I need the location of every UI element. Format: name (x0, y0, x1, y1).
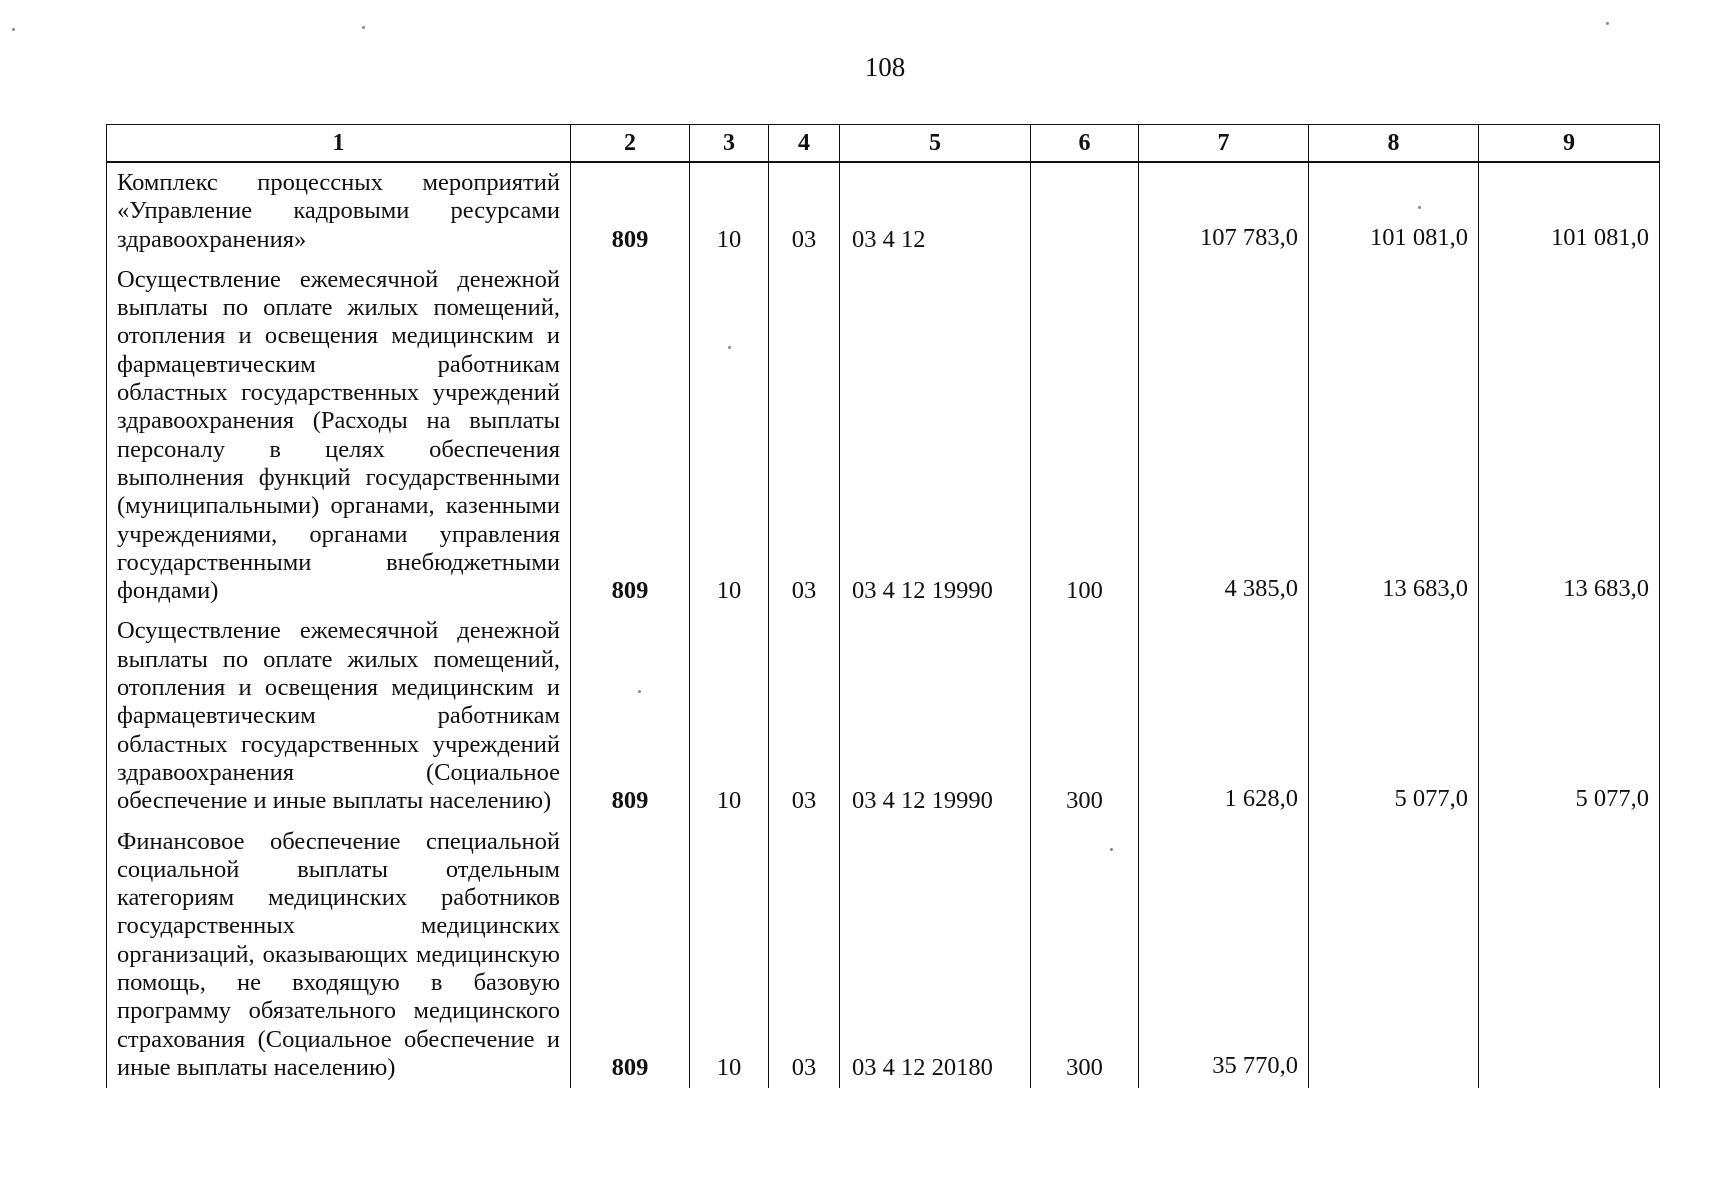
admin-code-cell: 809 (571, 822, 690, 1089)
header-col-9: 9 (1479, 125, 1660, 163)
header-col-5: 5 (840, 125, 1031, 163)
description-line: (муниципальными) органами, казенными (117, 492, 560, 520)
description-line: социальной выплаты отдельным (117, 855, 560, 883)
subsection-cell: 03 (769, 260, 840, 612)
row-description (107, 611, 571, 821)
expense-type-cell: 300 (1031, 822, 1139, 1089)
header-col-6: 6 (1031, 125, 1139, 163)
subsection-cell: 03 (769, 162, 840, 260)
target-article-cell: 03 4 12 20180 (840, 822, 1031, 1089)
header-col-2: 2 (571, 125, 690, 163)
description-line: «Управление кадровыми ресурсами (117, 197, 560, 225)
table-row (107, 611, 1660, 821)
admin-code-cell: 809 (571, 162, 690, 260)
description-line: учреждениями, органами управления (117, 520, 560, 548)
target-article-cell: 03 4 12 19990 (840, 260, 1031, 612)
amount-col-7: 35 770,0 (1139, 822, 1309, 1089)
amount-col-7: 4 385,0 (1139, 260, 1309, 612)
section-cell: 10 (690, 162, 769, 260)
amount-col-9: 101 081,0 (1479, 162, 1660, 260)
description-line: фармацевтическим работникам (117, 702, 560, 730)
description-line: отопления и освещения медицинским и (117, 322, 560, 350)
description-line: Осуществление ежемесячной денежной (117, 617, 560, 645)
description-line: Финансовое обеспечение специальной (117, 827, 560, 855)
header-col-4: 4 (769, 125, 840, 163)
description-line: Осуществление ежемесячной денежной (117, 265, 560, 293)
header-col-8: 8 (1309, 125, 1479, 163)
amount-col-7: 107 783,0 (1139, 162, 1309, 260)
table-row (107, 260, 1660, 612)
budget-table (106, 124, 1660, 1088)
scan-speck (1606, 22, 1609, 25)
description-line: программу обязательного медицинского (117, 997, 560, 1025)
description-line: организаций, оказывающих медицинскую (117, 940, 560, 968)
subsection-cell: 03 (769, 611, 840, 821)
description-line: областных государственных учреждений (117, 730, 560, 758)
amount-col-9: 13 683,0 (1479, 260, 1660, 612)
expense-type-cell (1031, 162, 1139, 260)
table-row (107, 822, 1660, 1089)
amount-col-8: 5 077,0 (1309, 611, 1479, 821)
amount-col-8 (1309, 822, 1479, 1089)
table-row (107, 162, 1660, 260)
description-line: категориям медицинских работников (117, 884, 560, 912)
page-number: 108 (864, 52, 906, 82)
description-line: обеспечение и иные выплаты населению) (117, 787, 552, 815)
amount-col-8: 13 683,0 (1309, 260, 1479, 612)
amount-col-9: 5 077,0 (1479, 611, 1660, 821)
description-line: отопления и освещения медицинским и (117, 674, 560, 702)
row-description (107, 260, 571, 612)
header-col-3: 3 (690, 125, 769, 163)
expense-type-cell: 300 (1031, 611, 1139, 821)
section-cell: 10 (690, 260, 769, 612)
description-line: иные выплаты населению) (117, 1053, 396, 1081)
target-article-cell: 03 4 12 (840, 162, 1031, 260)
description-line: здравоохранения» (117, 225, 307, 253)
description-line: государственных медицинских (117, 912, 560, 940)
amount-col-8: 101 081,0 (1309, 162, 1479, 260)
description-line: страхования (Социальное обеспечение и (117, 1025, 560, 1053)
description-line: фондами) (117, 577, 219, 605)
header-row (107, 125, 1660, 163)
description-line: выполнения функций государственными (117, 463, 560, 491)
scan-speck (362, 26, 365, 29)
header-col-7: 7 (1139, 125, 1309, 163)
description-line: государственными внебюджетными (117, 548, 560, 576)
description-line: здравоохранения (Социальное (117, 758, 560, 786)
description-line: фармацевтическим работникам (117, 350, 560, 378)
description-line: выплаты по оплате жилых помещений, (117, 294, 560, 322)
scan-speck (12, 28, 15, 31)
description-line: помощь, не входящую в базовую (117, 969, 560, 997)
description-line: выплаты по оплате жилых помещений, (117, 645, 560, 673)
description-line: персоналу в целях обеспечения (117, 435, 560, 463)
target-article-cell: 03 4 12 19990 (840, 611, 1031, 821)
section-cell: 10 (690, 822, 769, 1089)
description-line: Комплекс процессных мероприятий (117, 169, 560, 196)
row-description (107, 162, 571, 260)
expense-type-cell: 100 (1031, 260, 1139, 612)
amount-col-9 (1479, 822, 1660, 1089)
subsection-cell: 03 (769, 822, 840, 1089)
description-line: областных государственных учреждений (117, 379, 560, 407)
section-cell: 10 (690, 611, 769, 821)
description-line: здравоохранения (Расходы на выплаты (117, 407, 560, 435)
row-description (107, 822, 571, 1089)
header-col-1: 1 (107, 125, 571, 163)
admin-code-cell: 809 (571, 260, 690, 612)
amount-col-7: 1 628,0 (1139, 611, 1309, 821)
admin-code-cell: 809 (571, 611, 690, 821)
